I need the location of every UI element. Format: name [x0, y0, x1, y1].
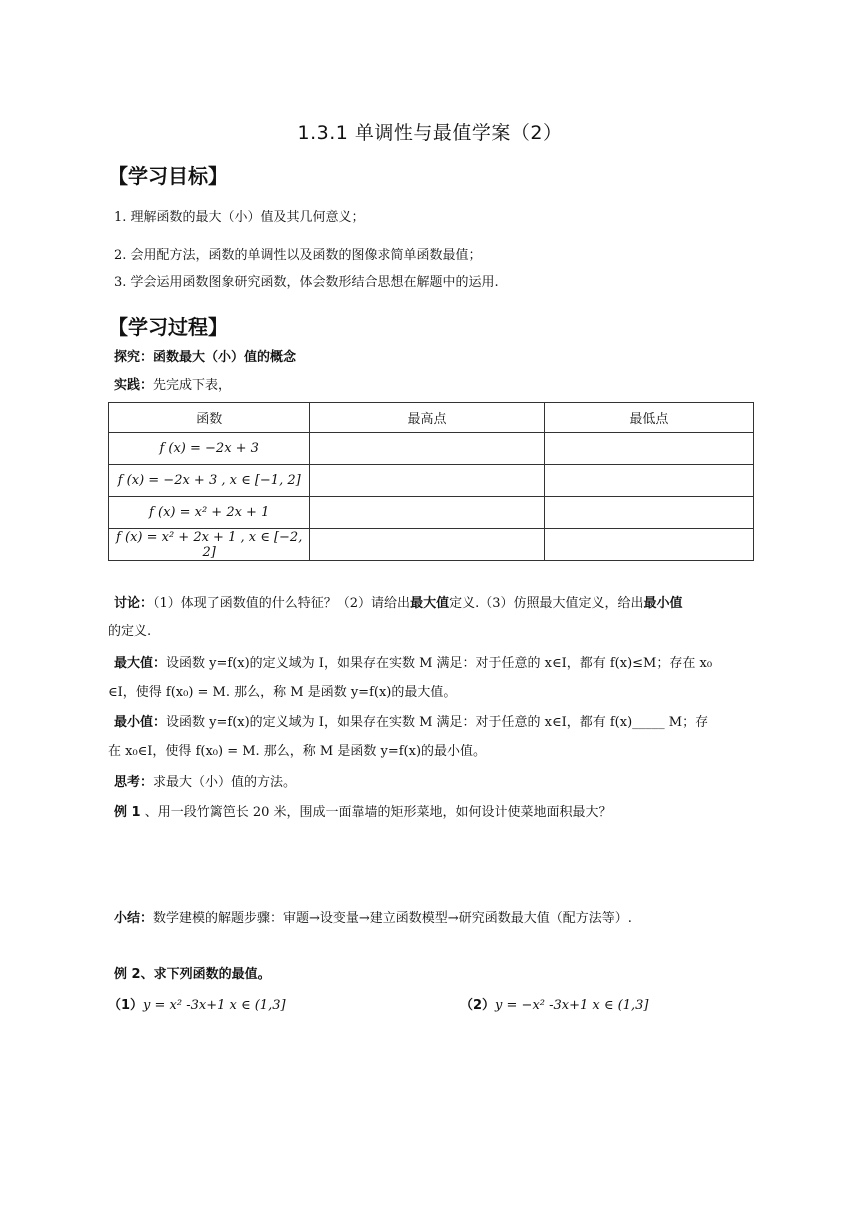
example1-line [114, 801, 612, 820]
table-cell [544, 497, 753, 529]
table-header-row [109, 403, 754, 433]
max-def-text: 设函数 y=f(x)的定义域为 I，如果存在实数 M 满足：对于任意的 x∈I，都有 f(x)≤M；存在 x₀ [166, 656, 713, 671]
discussion-bold-max: 最大值 [410, 596, 450, 611]
max-def-line-2: ∈I，使得 f(x₀) = M. 那么，称 M 是函数 y=f(x)的最大值。 [108, 685, 457, 700]
practice-line [114, 374, 231, 393]
problem-1-expression: y = x² -3x+1 x ∈ (1,3] [143, 998, 286, 1013]
process-heading: 【学习过程】 [108, 315, 228, 339]
table-cell-function: f (x) = −2x + 3 [109, 433, 310, 465]
min-def-label: 最小值： [114, 715, 167, 730]
table-header: 函数 [109, 403, 310, 433]
goal-item-2: 2. 会用配方法，函数的单调性以及函数的图像求简单函数最值； [114, 248, 482, 263]
example2-problem-1 [108, 994, 286, 1013]
max-def-line-1 [114, 652, 712, 671]
table-row [109, 433, 754, 465]
problem-2-label: （2） [460, 998, 496, 1013]
min-def-line-2: 在 x₀∈I，使得 f(x₀) = M. 那么，称 M 是函数 y=f(x)的最小值。 [108, 744, 487, 759]
table-cell [544, 465, 753, 497]
explore-text: 探究：函数最大（小）值的概念 [114, 350, 297, 365]
table-header: 最高点 [310, 403, 544, 433]
example1-text: 、用一段竹篱笆长 20 米，围成一面靠墙的矩形菜地，如何设计使菜地面积最大？ [140, 805, 612, 820]
page-title: 1.3.1 单调性与最值学案（2） [297, 122, 563, 144]
discussion-label: 讨论： [114, 596, 154, 611]
table-cell-function: f (x) = x² + 2x + 1 , x ∈ [−2, 2] [109, 529, 310, 561]
goal-item-3: 3. 学会运用函数图象研究函数，体会数形结合思想在解题中的运用. [114, 275, 499, 290]
discussion-text: （1）体现了函数值的什么特征？（2）请给出 [153, 596, 411, 611]
think-label: 思考： [114, 775, 154, 790]
summary-label: 小结： [114, 911, 154, 926]
min-def-text: 设函数 y=f(x)的定义域为 I，如果存在实数 M 满足：对于任意的 x∈I，都有 f(x)_____ M；存 [166, 715, 709, 730]
discussion-bold-min: 最小值 [643, 596, 683, 611]
table-cell-function: f (x) = −2x + 3 , x ∈ [−1, 2] [109, 465, 310, 497]
think-text: 求最大（小）值的方法。 [153, 775, 297, 790]
summary-line [114, 907, 632, 926]
discussion-line-1 [114, 592, 683, 611]
discussion-text: 定义.（3）仿照最大值定义，给出 [449, 596, 644, 611]
table-cell [544, 433, 753, 465]
table-cell [310, 497, 544, 529]
explore-label [114, 346, 296, 365]
goals-heading: 【学习目标】 [108, 164, 228, 188]
think-line [114, 771, 296, 790]
table-cell [310, 433, 544, 465]
table-cell [310, 465, 544, 497]
table-row [109, 497, 754, 529]
min-def-line-1 [114, 711, 708, 730]
problem-2-expression: y = −x² -3x+1 x ∈ (1,3] [495, 998, 649, 1013]
table-row [109, 529, 754, 561]
practice-label: 实践： [114, 378, 154, 393]
discussion-line-2: 的定义. [108, 624, 152, 639]
summary-text: 数学建模的解题步骤：审题→设变量→建立函数模型→研究函数最大值（配方法等）. [153, 911, 632, 926]
example2-heading [114, 963, 271, 982]
max-def-label: 最大值： [114, 656, 167, 671]
function-table [108, 402, 754, 561]
example1-label: 例 1 [114, 805, 141, 820]
table-row [109, 465, 754, 497]
table-header: 最低点 [544, 403, 753, 433]
table-cell [310, 529, 544, 561]
table-cell-function: f (x) = x² + 2x + 1 [109, 497, 310, 529]
example2-heading-text: 例 2、求下列函数的最值。 [114, 967, 271, 982]
practice-text: 先完成下表， [153, 378, 232, 393]
goal-item-1: 1. 理解函数的最大（小）值及其几何意义； [114, 210, 365, 225]
table-cell [544, 529, 753, 561]
example2-problem-2 [460, 994, 648, 1013]
problem-1-label: （1） [108, 998, 144, 1013]
